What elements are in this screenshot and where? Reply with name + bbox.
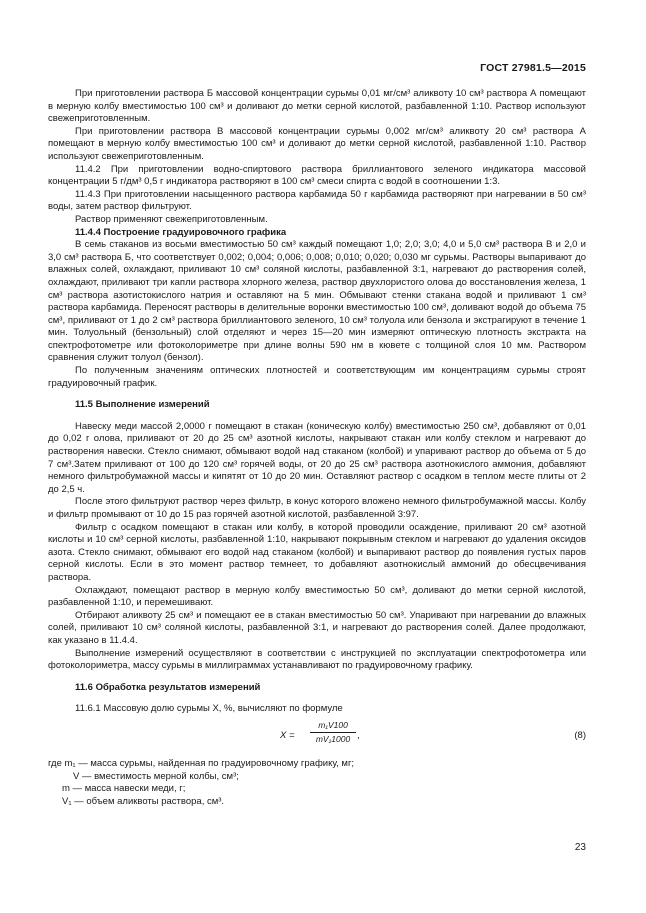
- formula-fraction: [310, 719, 356, 746]
- paragraph: Фильтр с осадком помещают в стакан или колбу, в которой проводили осаждение, приливают 20 см³ азотной кислоты и 10 см³ серной кислоты, разбавленной 1:10, накрывают покрывным стеклом и нагревают до удаления оксидов азота. Стекло снимают, обмывают его водой над стаканом (колбой) и выпаривают раствор до появления густых паров серной кислоты. Если в это момент раствор темнеет, то добавляют азотнокислый аммоний до обесцвечивания раствора.: [48, 521, 586, 583]
- section-heading: 11.4.4 Построение градуировочного графика: [75, 226, 287, 238]
- section-heading: 11.5 Выполнение измерений: [75, 399, 210, 411]
- formula-definitions: [48, 758, 586, 808]
- definition-item: V — вместимость мерной колбы, см³;: [73, 770, 239, 782]
- formula-lhs: X =: [280, 729, 295, 741]
- paragraph: При приготовлении раствора Б массовой концентрации сурьмы 0,01 мг/см³ аликвоту 10 см³ раствора А помещают в мерную колбу вместимостью 100 см³ и доливают до метки серной кислотой, разбавленной 1:10. Раствор используют свежеприготовленным.: [48, 88, 586, 125]
- paragraph: 11.6.1 Массовую долю сурьмы X, %, вычисляют по формуле: [75, 703, 343, 715]
- section-heading: 11.6 Обработка результатов измерений: [75, 681, 261, 693]
- definition-item: V₁ — объем аликвоты раствора, см³.: [62, 795, 225, 807]
- formula-number: (8): [574, 729, 586, 741]
- paragraph: Раствор применяют свежеприготовленным.: [75, 213, 268, 225]
- paragraph: Навеску меди массой 2,0000 г помещают в стакан (коническую колбу) вместимостью 250 см³, добавляют от 0,01 до 0,02 г олова, приливают от 20 до 25 см³ азотной кислоты, накрывают стакан или колбу стеклом и нагревают до растворения навески. Стекло снимают, обмывают водой над стаканом (колбой) и упаривают раствор до объема от 5 до 7 см³.Затем приливают от 100 до 120 см³ горячей воды, от 20 до 25 см³ раствора азотнокислого аммония, добавляют немного фильтробумажной массы и кипятят от 10 до 20 мин. Оставляют раствор с осадком в теплом месте плиты от 2 до 2,5 ч.: [48, 420, 586, 495]
- document-body: [48, 88, 586, 808]
- formula-8: [48, 718, 586, 754]
- formula-numerator: m₁V100: [310, 719, 356, 733]
- definition-item: m — масса навески меди, г;: [62, 783, 186, 795]
- formula-denominator: mV₁1000: [315, 733, 351, 744]
- paragraph: В семь стаканов из восьми вместимостью 50 см³ каждый помещают 1,0; 2,0; 3,0; 4,0 и 5,0 см³ раствора В и 2,0 и 3,0 см³ раствора Б, что соответствует 0,002; 0,004; 0,006; 0,008; 0,010; 0,020; 0,030 мг сурьмы. Растворы выпаривают до влажных солей, охлаждают, приливают 10 см³ соляной кислоты, разбавленной 3:1, нагревают до растворения солей, охлаждают, приливают три капли раствора хлорного железа, раствор двухлористого олова до восстановления железа, 1 см³ раствора азотистокислого натрия и оставляют на 5 мин. Обмывают стенки стакана водой и приливают 1 см³ раствора карбамида. Переносят растворы в делительные воронки вместимостью 100 см³, доливают водой до объема 75 см³, приливают от 1 до 2 см³ раствора бриллиантового зеленого, 10 см³ толуола или бензола и экстрагируют в течение 1 мин. Толуольный (бензольный) слой отделяют и через 15—20 мин измеряют оптическую плотность экстракта на спектрофотометре или фотоколориметре при длине волны 590 нм в кювете с толщиной слоя 10 мм. Раствором сравнения служит толуол (бензол).: [48, 239, 586, 364]
- page-number: 23: [574, 842, 586, 853]
- paragraph: Отбирают аликвоту 25 см³ и помещают ее в стакан вместимостью 50 см³. Упаривают при нагревании до влажных солей, приливают 10 см³ соляной кислоты, разбавленной 3:1, и нагревают до растворения солей. Далее продолжают, как указано в 11.4.4.: [48, 609, 586, 646]
- formula-comma: ,: [357, 729, 360, 741]
- definition-item: где m₁ — масса сурьмы, найденная по градуировочному графику, мг;: [48, 757, 355, 769]
- paragraph: Выполнение измерений осуществляют в соответствии с инструкцией по эксплуатации спектрофотометра или фотоколориметра, массу сурьмы в миллиграммах устанавливают по градуировочному графику.: [48, 647, 586, 672]
- paragraph: 11.4.3 При приготовлении насыщенного раствора карбамида 50 г карбамида растворяют при нагревании в 50 см³ воды, затем раствор фильтруют.: [48, 188, 586, 213]
- paragraph: По полученным значениям оптических плотностей и соответствующим им концентрациям сурьмы строят градуировочный график.: [48, 365, 586, 389]
- doc-code-header: ГОСТ 27981.5—2015: [480, 62, 586, 74]
- paragraph: После этого фильтруют раствор через фильтр, в конус которого вложено немного фильтробумажной массы. Колбу и фильтр промывают от 10 до 15 раз горячей азотной кислотой, разбавленной 3:97.: [48, 496, 586, 520]
- paragraph: Охлаждают, помещают раствор в мерную колбу вместимостью 50 см³, доливают до метки серной кислотой, разбавленной 1:10, и перемешивают.: [48, 584, 586, 609]
- paragraph: 11.4.2 При приготовлении водно-спиртового раствора бриллиантового зеленого индикатора массовой концентрации 5 г/дм³ 0,5 г индикатора растворяют в 100 см³ смеси спирта с водой в соотношении 1:3.: [48, 163, 586, 188]
- paragraph: При приготовлении раствора В массовой концентрации сурьмы 0,002 мг/см³ аликвоту 20 см³ раствора А помещают в мерную колбу вместимостью 100 см³ и доливают до метки серной кислотой, разбавленной 1:10. Раствор используют свежеприготовленным.: [48, 125, 586, 162]
